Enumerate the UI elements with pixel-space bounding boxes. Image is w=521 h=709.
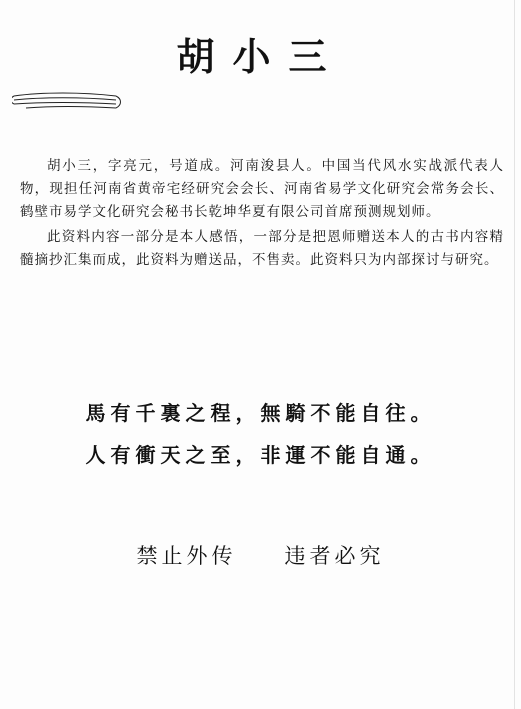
page-edge-line	[514, 0, 515, 709]
note-paragraph: 此资料内容一部分是本人感悟，一部分是把恩师赠送本人的古书内容精髓摘抄汇集而成，此资料为赠送品，不售卖。此资料只为内部探讨与研究。	[20, 229, 504, 268]
document-body	[20, 155, 504, 272]
proverb-line: 人有衝天之至，非運不能自通。	[85, 443, 436, 467]
scroll-ornament-icon	[12, 90, 122, 114]
warning-block	[0, 540, 521, 570]
intro-paragraph: 胡小三，字亮元，号道成。河南浚县人。中国当代风水实战派代表人物，现担任河南省黄帝宅经研究会会长、河南省易学文化研究会常务会长、鹤壁市易学文化研究会秘书长乾坤华夏有限公司首席预测规划师。	[20, 158, 504, 220]
warning-left: 禁止外传	[136, 544, 237, 568]
proverbs-block	[0, 392, 521, 476]
proverb-line: 馬有千裏之程，無騎不能自往。	[85, 401, 436, 425]
document-title: 胡小三	[176, 34, 345, 79]
warning-right: 违者必究	[284, 544, 385, 568]
